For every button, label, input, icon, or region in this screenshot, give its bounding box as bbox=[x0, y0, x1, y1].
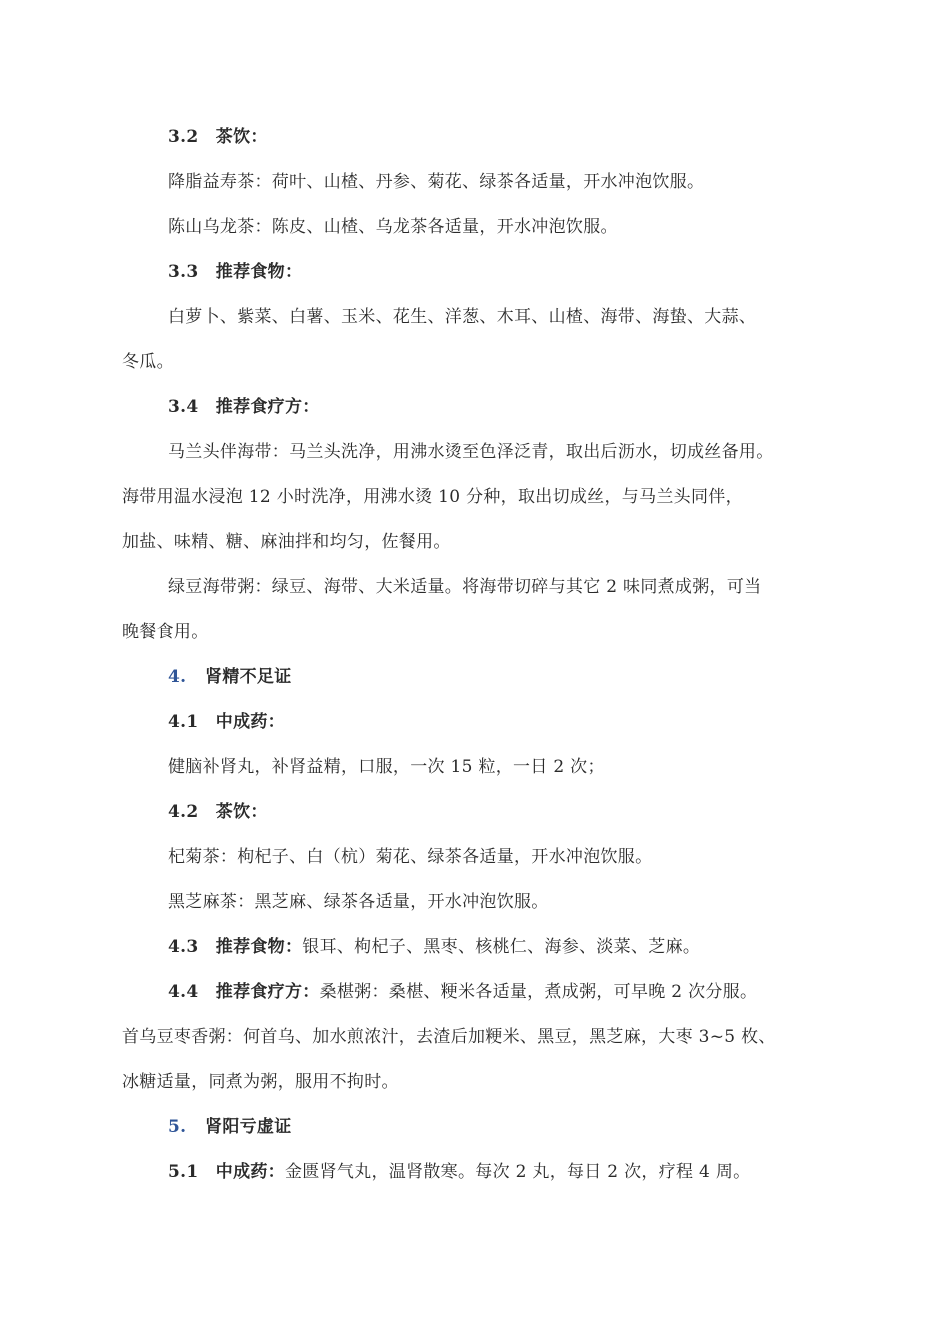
section-title: 肾精不足证 bbox=[205, 667, 292, 687]
heading-4-2: 4.2 茶饮： bbox=[168, 802, 268, 822]
paragraph-line: 陈山乌龙茶：陈皮、山楂、乌龙茶各适量，开水冲泡饮服。 bbox=[168, 217, 618, 237]
heading-4-4-line: 4.4 推荐食疗方：桑椹粥：桑椹、粳米各适量，煮成粥，可早晚 2 次分服。 bbox=[168, 982, 758, 1002]
heading-3-4: 3.4 推荐食疗方： bbox=[168, 397, 320, 417]
paragraph-line: 白萝卜、紫菜、白薯、玉米、花生、洋葱、木耳、山楂、海带、海蛰、大蒜、 bbox=[168, 307, 757, 327]
paragraph-line: 冬瓜。 bbox=[122, 352, 174, 372]
heading-4-1: 4.1 中成药： bbox=[168, 712, 285, 732]
section-heading-4 bbox=[168, 662, 292, 692]
heading-4-4: 4.4 推荐食疗方： bbox=[168, 982, 320, 1002]
section-number: 4. bbox=[168, 667, 187, 687]
heading-4-3: 4.3 推荐食物： bbox=[168, 937, 303, 957]
section-heading-5 bbox=[168, 1112, 292, 1142]
heading-5-1-line: 5.1 中成药：金匮肾气丸，温肾散寒。每次 2 丸，每日 2 次，疗程 4 周。 bbox=[168, 1162, 751, 1182]
paragraph-line: 首乌豆枣香粥：何首乌、加水煎浓汁，去渣后加粳米、黑豆，黑芝麻，大枣 3~5 枚、 bbox=[122, 1027, 776, 1047]
paragraph-line: 冰糖适量，同煮为粥，服用不拘时。 bbox=[122, 1072, 399, 1092]
heading-3-3: 3.3 推荐食物： bbox=[168, 262, 303, 282]
paragraph-line: 健脑补肾丸，补肾益精，口服，一次 15 粒，一日 2 次； bbox=[168, 757, 605, 777]
paragraph-line: 降脂益寿茶：荷叶、山楂、丹参、菊花、绿茶各适量，开水冲泡饮服。 bbox=[168, 172, 705, 192]
paragraph-line: 黑芝麻茶：黑芝麻、绿茶各适量，开水冲泡饮服。 bbox=[168, 892, 549, 912]
paragraph-line: 马兰头伴海带：马兰头洗净，用沸水烫至色泽泛青，取出后沥水，切成丝备用。 bbox=[168, 442, 774, 462]
paragraph-line: 加盐、味精、糖、麻油拌和均匀，佐餐用。 bbox=[122, 532, 451, 552]
paragraph-line: 海带用温水浸泡 12 小时洗净，用沸水烫 10 分种，取出切成丝，与马兰头同伴， bbox=[122, 487, 743, 507]
paragraph-line: 绿豆海带粥：绿豆、海带、大米适量。将海带切碎与其它 2 味同煮成粥，可当 bbox=[168, 577, 762, 597]
heading-5-1: 5.1 中成药： bbox=[168, 1162, 285, 1182]
section-number: 5. bbox=[168, 1117, 187, 1137]
paragraph-line: 杞菊茶：枸杞子、白（杭）菊花、绿茶各适量，开水冲泡饮服。 bbox=[168, 847, 653, 867]
heading-4-3-line: 4.3 推荐食物：银耳、枸杞子、黑枣、核桃仁、海参、淡菜、芝麻。 bbox=[168, 937, 701, 957]
heading-3-2: 3.2 茶饮： bbox=[168, 127, 268, 147]
section-title: 肾阳亏虚证 bbox=[205, 1117, 292, 1137]
paragraph-line: 晚餐食用。 bbox=[122, 622, 209, 642]
